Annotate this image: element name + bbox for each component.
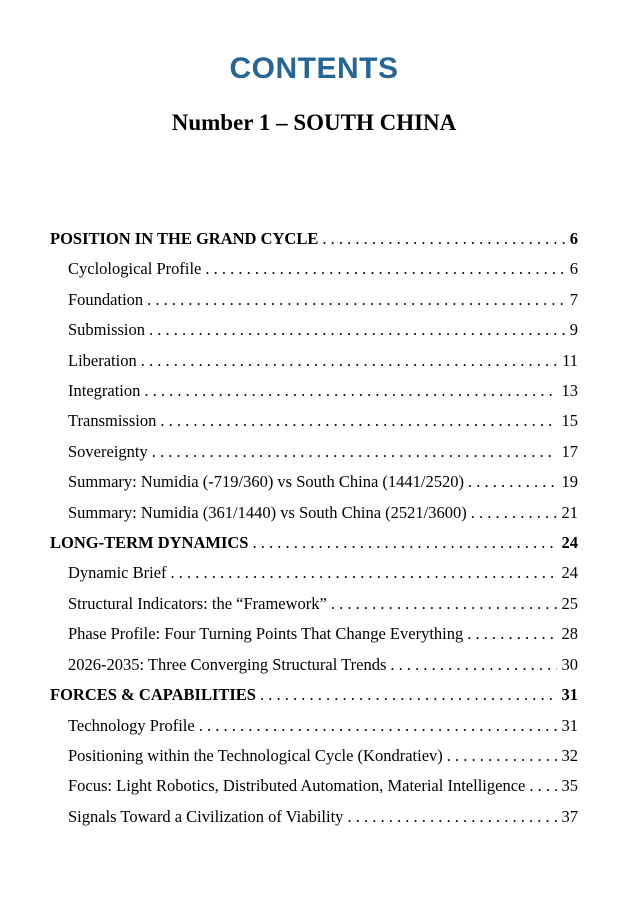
- toc-entry[interactable]: [50, 802, 578, 832]
- toc-leader-dots: [260, 680, 557, 710]
- toc-entry[interactable]: [50, 224, 578, 254]
- toc-entry-page: 6: [569, 259, 578, 279]
- toc-leader-dots: [331, 589, 557, 619]
- toc-leader-dots: [171, 558, 557, 588]
- toc-entry-label: Dynamic Brief: [68, 563, 167, 583]
- toc-entry[interactable]: [50, 498, 578, 528]
- toc-leader-dots: [144, 376, 556, 406]
- toc-entry-label: POSITION IN THE GRAND CYCLE: [50, 229, 319, 248]
- toc-entry-page: 21: [561, 502, 578, 522]
- toc-entry-label: Positioning within the Technological Cycle (Kondratiev): [68, 745, 443, 765]
- toc-entry[interactable]: [50, 528, 578, 558]
- toc-entry[interactable]: [50, 406, 578, 436]
- toc-leader-dots: [205, 254, 564, 284]
- toc-entry-page: 9: [569, 320, 578, 340]
- toc-entry[interactable]: [50, 771, 578, 801]
- toc-leader-dots: [152, 437, 557, 467]
- toc-leader-dots: [199, 711, 557, 741]
- toc-entry-label: Cyclological Profile: [68, 259, 202, 279]
- toc-entry-label: Sovereignty: [68, 441, 148, 461]
- page-title: CONTENTS: [229, 52, 399, 85]
- toc-leader-dots: [529, 771, 556, 801]
- toc-entry-page: 17: [561, 441, 578, 461]
- table-of-contents: [50, 224, 578, 832]
- toc-entry[interactable]: [50, 437, 578, 467]
- toc-entry-page: 11: [562, 350, 578, 370]
- toc-entry-label: LONG-TERM DYNAMICS: [50, 533, 249, 553]
- toc-entry-label: Technology Profile: [68, 715, 195, 735]
- toc-entry-page: 6: [569, 229, 578, 248]
- toc-entry-page: 24: [561, 563, 578, 583]
- toc-entry[interactable]: [50, 467, 578, 497]
- toc-leader-dots: [467, 619, 556, 649]
- toc-entry-label: Phase Profile: Four Turning Points That Change Everything: [68, 624, 464, 644]
- toc-leader-dots: [141, 346, 557, 376]
- toc-entry[interactable]: [50, 254, 578, 284]
- toc-entry-label: Submission: [68, 320, 146, 340]
- toc-entry[interactable]: [50, 589, 578, 619]
- toc-entry-page: 32: [561, 745, 578, 765]
- toc-entry-page: 7: [569, 289, 578, 309]
- toc-entry-label: 2026-2035: Three Converging Structural Trends: [68, 654, 387, 674]
- toc-entry-page: 31: [561, 685, 578, 705]
- toc-entry-page: 13: [561, 381, 578, 401]
- toc-entry-page: 19: [561, 472, 578, 492]
- toc-entry-label: Summary: Numidia (361/1440) vs South China (2521/3600): [68, 502, 467, 522]
- toc-entry[interactable]: [50, 711, 578, 741]
- toc-leader-dots: [347, 802, 556, 832]
- toc-entry[interactable]: [50, 650, 578, 680]
- toc-entry[interactable]: [50, 315, 578, 345]
- toc-entry-page: 25: [561, 593, 578, 613]
- toc-entry-page: 37: [561, 806, 578, 826]
- toc-entry-label: Transmission: [68, 411, 157, 431]
- document-subtitle: Number 1 – SOUTH CHINA: [171, 110, 457, 135]
- toc-entry-label: Structural Indicators: the “Framework”: [68, 593, 327, 613]
- toc-entry-page: 35: [561, 776, 578, 796]
- toc-entry-page: 30: [561, 654, 578, 674]
- toc-leader-dots: [468, 467, 557, 497]
- toc-entry[interactable]: [50, 376, 578, 406]
- toc-leader-dots: [390, 650, 556, 680]
- toc-leader-dots: [147, 285, 565, 315]
- toc-leader-dots: [447, 741, 557, 771]
- toc-leader-dots: [252, 528, 556, 558]
- toc-entry-page: 24: [561, 533, 578, 553]
- toc-leader-dots: [322, 224, 564, 254]
- toc-entry-label: Liberation: [68, 350, 137, 370]
- toc-entry-label: Integration: [68, 381, 141, 401]
- toc-entry-page: 28: [561, 624, 578, 644]
- toc-entry[interactable]: [50, 346, 578, 376]
- toc-entry-page: 31: [561, 715, 578, 735]
- toc-leader-dots: [471, 498, 557, 528]
- toc-entry[interactable]: [50, 741, 578, 771]
- toc-entry-page: 15: [561, 411, 578, 431]
- toc-entry-label: Foundation: [68, 289, 144, 309]
- toc-entry-label: Signals Toward a Civilization of Viability: [68, 806, 344, 826]
- toc-entry-label: Focus: Light Robotics, Distributed Automation, Material Intelligence: [68, 776, 526, 796]
- toc-entry-label: FORCES & CAPABILITIES: [50, 685, 256, 705]
- toc-leader-dots: [160, 406, 556, 436]
- toc-leader-dots: [149, 315, 565, 345]
- toc-entry[interactable]: [50, 619, 578, 649]
- toc-entry[interactable]: [50, 285, 578, 315]
- toc-entry[interactable]: [50, 680, 578, 710]
- toc-entry[interactable]: [50, 558, 578, 588]
- toc-entry-label: Summary: Numidia (-719/360) vs South China (1441/2520): [68, 472, 464, 492]
